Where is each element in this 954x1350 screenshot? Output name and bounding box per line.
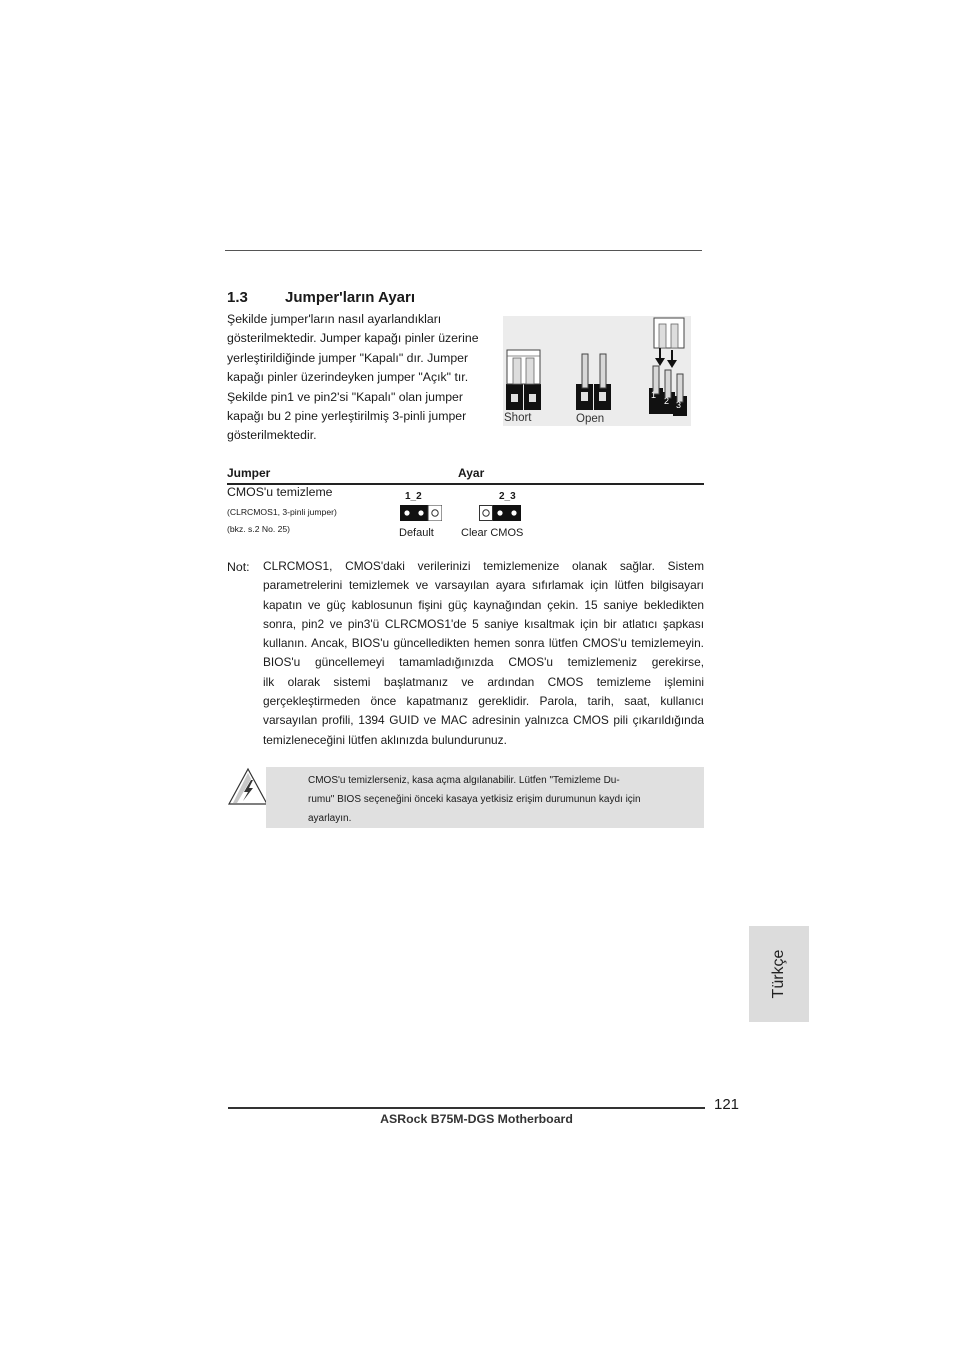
page-number: 121 — [714, 1096, 740, 1113]
note-line: temizleneceğini lütfen aklınızda bulundurunuz. — [263, 732, 507, 747]
short-jumper-drawing — [506, 350, 541, 410]
intro-line: kapağı pinler üzerindeyken jumper "Açık" tır. — [227, 370, 469, 385]
language-side-tab-label: Türkçe — [770, 949, 787, 999]
intro-paragraph — [227, 310, 495, 446]
section-title: Jumper'ların Ayarı — [285, 289, 416, 306]
intro-line: kapağı bu 2 pine yerleştirilmiş 3-pinli jumper — [227, 409, 467, 424]
jumper-illustration — [503, 316, 691, 426]
pin-number-3: 3 — [676, 400, 682, 410]
open-jumper-drawing — [576, 354, 611, 410]
default-caption: Default — [399, 527, 434, 539]
short-label: Short — [504, 412, 532, 424]
header-rule — [225, 250, 702, 251]
default-pins-label: 1_2 — [405, 491, 422, 502]
note-line: gerçekleştirmeden önce kapatmanız gereklidir. Parola, tarih, saat, kullanıcı — [263, 694, 704, 709]
warning-line: rumu" BIOS seçeneğini önceki kasaya yetkisiz erişim durumunun kaydı için — [308, 794, 641, 805]
note-line: ilk olarak sistemi başlatmanız ve ardından CMOS temizleme işlemini — [263, 674, 704, 689]
row-cmos-clear-detail: (CLRCMOS1, 3-pinli jumper) — [227, 507, 337, 517]
intro-line: Şekilde pin1 ve pin2'si "Kapalı" olan jumper — [227, 389, 463, 404]
warning-triangle-icon — [227, 767, 269, 807]
row-cmos-clear-reference: (bkz. s.2 No. 25) — [227, 524, 291, 534]
warning-line: CMOS'u temizlerseniz, kasa açma algılanabilir. Lütfen "Temizleme Du- — [308, 775, 620, 786]
note-label: Not: — [227, 560, 250, 574]
pin-number-2: 2 — [664, 396, 670, 406]
row-cmos-clear-name: CMOS'u temizleme — [227, 485, 333, 499]
note-line: sonra, pin2 ve pin3'ü CLRCMOS1'de 5 saniye kısaltmak için bir atlatıcı şapkası — [263, 616, 704, 631]
clear-cmos-jumper-icon — [479, 505, 521, 521]
intro-line: Şekilde jumper'ların nasıl ayarlandıkları — [227, 312, 442, 326]
clear-pins-label: 2_3 — [499, 491, 516, 502]
note-line: kullanın. Ancak, BIOS'u güncelledikten hemen sonra lütfen CMOS'u temizlemeyin. — [263, 636, 704, 651]
note-line: parametrelerini temizlemek ve varsayılan ayara sıfırlamak için lütfen bilgisayarı — [263, 578, 704, 593]
note-line: varsayılan profili, 1394 GUID ve MAC adresinin yalnızca CMOS pili çıkarıldığında — [263, 713, 704, 728]
intro-line: gösterilmektedir. Jumper kapağı pinler üzerine — [227, 331, 479, 346]
footer-rule — [228, 1107, 705, 1109]
section-number: 1.3 — [227, 289, 248, 306]
table-header-setting: Ayar — [458, 466, 485, 480]
table-header-jumper: Jumper — [227, 466, 271, 480]
intro-line: gösterilmektedir. — [227, 428, 317, 443]
note-line: CLRCMOS1, CMOS'daki verilerinizi temizlemenize olanak sağlar. Sistem — [263, 559, 704, 573]
open-label: Open — [576, 413, 605, 425]
default-jumper-icon — [400, 505, 442, 521]
clear-cmos-caption: Clear CMOS — [461, 527, 524, 539]
jumper-diagram-svg — [503, 316, 691, 426]
warning-text — [308, 771, 688, 828]
language-side-tab — [749, 926, 809, 1022]
pin-number-1: 1 — [651, 390, 657, 400]
footer-product-name: ASRock B75M-DGS Motherboard — [380, 1112, 573, 1126]
note-body — [263, 557, 704, 750]
warning-line: ayarlayın. — [308, 813, 352, 824]
intro-line: yerleştirildiğinde jumper "Kapalı" dır. Jumper — [227, 350, 469, 365]
note-line: BIOS'u güncellemeyi tamamladığınızda CMOS'u temizlemeniz gerekirse, — [263, 655, 704, 670]
note-line: kapatın ve güç kablosunun fişini güç kaynağından çekin. 15 saniye bekledikten — [263, 597, 704, 612]
